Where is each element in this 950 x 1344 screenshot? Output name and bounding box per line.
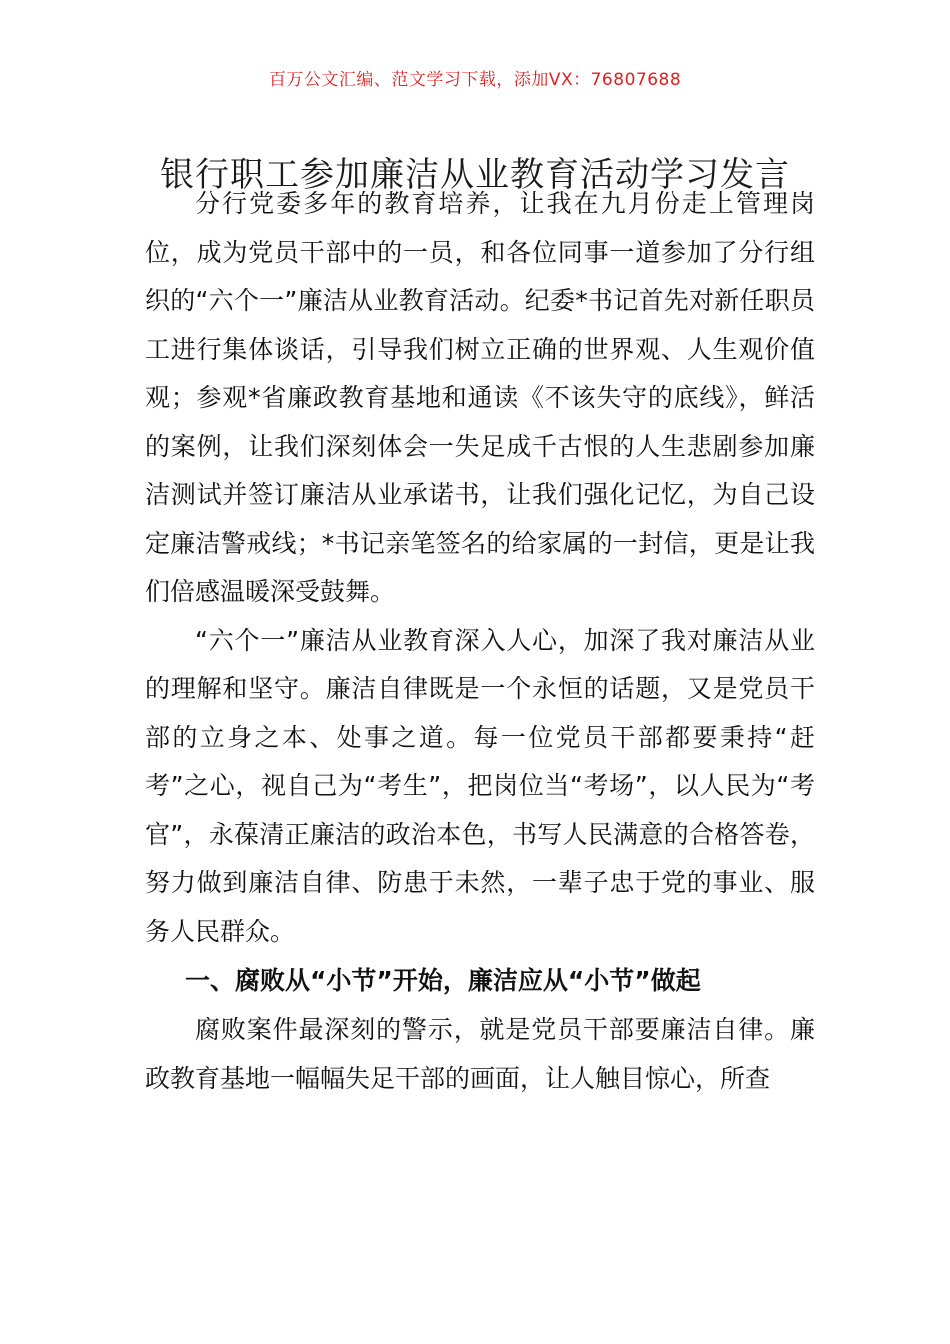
paragraph-3: 腐败案件最深刻的警示，就是党员干部要廉洁自律。廉政教育基地一幅幅失足干部的画面，让人触目惊心，所查 — [145, 1015, 815, 1093]
header-note: 百万公文汇编、范文学习下载，添加VX：76807688 — [268, 70, 682, 90]
paragraph-1: 分行党委多年的教育培养，让我在九月份走上管理岗位，成为党员干部中的一员，和各位同事一道参加了分行组织的“六个一”廉洁从业教育活动。纪委*书记首先对新任职员工进行集体谈话，引导我们树立正确的世界观、人生观价值观；参观*省廉政教育基地和通读《不该失守的底线》，鲜活的案例，让我们深刻体会一失足成千古恨的人生悲剧参加廉洁测试并签订廉洁从业承诺书，让我们强化记忆，为自己设定廉洁警戒线；*书记亲笔签名的给家属的一封信，更是让我们倍感温暖深受鼓舞。 — [145, 189, 815, 606]
document-body — [145, 180, 815, 1103]
document-title: 银行职工参加廉洁从业教育活动学习发言 — [160, 154, 790, 195]
paragraph-2: “六个一”廉洁从业教育深入人心，加深了我对廉洁从业的理解和坚守。廉洁自律既是一个永恒的话题，又是党员干部的立身之本、处事之道。每一位党员干部都要秉持“赶考”之心，视自己为“考生”，把岗位当“考场”，以人民为“考官”，永葆清正廉洁的政治本色，书写人民满意的合格答卷，努力做到廉洁自律、防患于未然，一辈子忠于党的事业、服务人民群众。 — [145, 625, 815, 946]
section-heading-1: 一、腐败从“小节”开始，廉洁应从“小节”做起 — [185, 966, 701, 995]
